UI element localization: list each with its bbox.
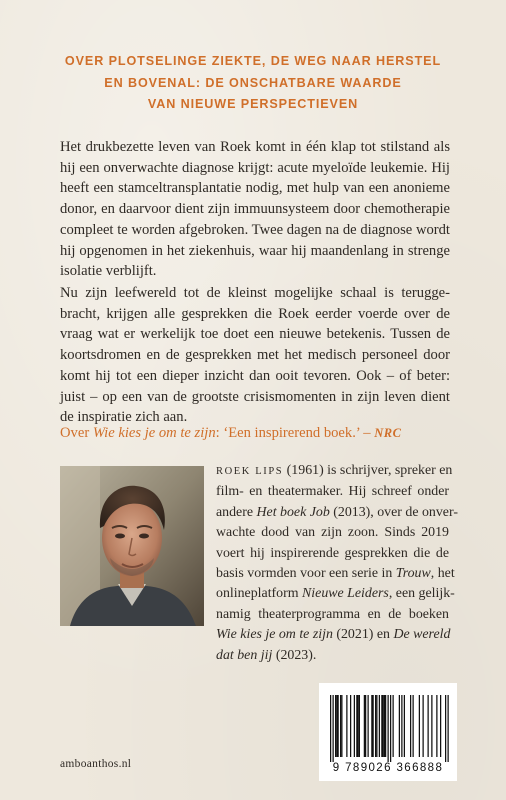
text-line: vraag wat er werkelijk toe doet een nieuwe betekenis. Tussen de xyxy=(60,326,450,343)
barcode-bar xyxy=(419,695,420,757)
barcode-bar xyxy=(381,695,382,757)
quote-source: NRC xyxy=(374,426,402,440)
barcode-bar xyxy=(356,695,357,757)
barcode-bar xyxy=(445,695,446,762)
author-name: ROEK LIPS xyxy=(216,466,284,477)
barcode-bar xyxy=(431,695,432,757)
barcode-bar xyxy=(358,695,359,757)
book-title: Het boek Job xyxy=(256,504,330,520)
barcode-bar xyxy=(388,695,389,762)
barcode-bar xyxy=(383,695,384,757)
barcode-bar xyxy=(436,695,437,757)
text-segment: onlineplatform xyxy=(216,586,303,602)
text-segment: (2021) en xyxy=(332,627,394,643)
text-line: bracht, krijgen alle gesprekken die Roek eerder voerde over de xyxy=(60,305,450,322)
book-title: De wereld xyxy=(393,627,451,643)
barcode-bar xyxy=(354,695,355,757)
text-line xyxy=(216,584,455,604)
barcode-bar xyxy=(350,695,351,757)
barcode-bar xyxy=(390,695,391,762)
text-segment: (2023). xyxy=(272,647,317,663)
text-segment: basis vormden voor een serie in xyxy=(216,566,396,582)
barcode-bar xyxy=(338,695,339,757)
barcode-bar xyxy=(333,695,334,762)
barcode-bar xyxy=(336,695,337,757)
text-line: namig theaterprogramma en de boeken xyxy=(216,606,449,622)
barcode-bar xyxy=(385,695,386,757)
barcode-bar xyxy=(448,695,449,762)
text-line: film- en theatermaker. Hij schreef onder xyxy=(216,484,449,500)
barcode-bar xyxy=(393,695,394,757)
barcode-bar xyxy=(375,695,376,757)
barcode-bar xyxy=(440,695,441,757)
barcode-bar xyxy=(410,695,411,757)
text-line: voert hij inspirerende gesprekken die de xyxy=(216,545,449,561)
barcode-bar xyxy=(428,695,429,757)
barcode-bar xyxy=(401,695,402,757)
barcode-bar xyxy=(368,695,369,757)
barcode-bar xyxy=(413,695,414,757)
text-line: donor, en daarvoor dient zijn immuunsysteem door chemotherapie xyxy=(60,201,450,218)
barcode-bar xyxy=(335,695,336,757)
text-segment: , het xyxy=(430,566,455,582)
text-line: Het drukbezette leven van Roek komt in één klap tot stilstand als xyxy=(60,139,450,155)
barcode-bar xyxy=(373,695,374,757)
barcode-bar xyxy=(404,695,405,757)
text-line: de inspiratie zich aan. xyxy=(60,409,188,426)
text-line: compleet te worden afgebroken. Twee dagen na de diagnose wordt xyxy=(60,221,450,238)
quote-book-title: Wie kies je om te zijn xyxy=(92,425,216,441)
headline-line: EN BOVENAL: DE ONSCHATBARE WAARDE xyxy=(104,75,402,90)
barcode-bar xyxy=(376,695,377,757)
headline-line: VAN NIEUWE PERSPECTIEVEN xyxy=(147,97,359,111)
isbn-barcode xyxy=(319,683,457,781)
author-photo xyxy=(60,466,204,626)
text-segment: , een gelijk- xyxy=(388,586,455,602)
text-line xyxy=(216,646,449,666)
text-line xyxy=(216,625,449,645)
text-line: wachte dood van zijn zoon. Sinds 2019 xyxy=(216,525,449,541)
barcode-bar xyxy=(341,695,342,757)
book-title: Wie kies je om te zijn xyxy=(216,627,333,643)
barcode-bar xyxy=(340,695,341,757)
text-segment: (2013), over de onver- xyxy=(329,504,458,520)
text-line xyxy=(216,461,453,482)
text-line: komt hij tot een dieper inzicht dan ooit tevoren. Ook – of beter: xyxy=(60,367,450,384)
barcode-bars xyxy=(319,683,457,763)
headline-line: OVER PLOTSELINGE ZIEKTE, DE WEG NAAR HERSTEL xyxy=(64,54,442,68)
isbn-number: 9 789026 366888 xyxy=(332,762,444,774)
text-line: Nu zijn leefwereld tot de kleinst mogelijke schaal is terugge- xyxy=(60,285,450,301)
text-line: hij een onverwachte diagnose krijgt: acute myeloïde leukemie. Hij xyxy=(60,159,450,176)
barcode-bar xyxy=(346,695,347,757)
text-line xyxy=(216,564,455,584)
barcode-bar xyxy=(371,695,372,757)
text-line: heeft een stamceltransplantatie nodig, met hulp van een anonieme xyxy=(60,180,450,197)
platform-title: Nieuwe Leiders xyxy=(302,586,389,602)
barcode-bar xyxy=(384,695,385,757)
barcode-bar xyxy=(399,695,400,757)
text-line: isolatie verblijft. xyxy=(60,263,157,280)
headline xyxy=(30,51,476,116)
text-segment: (1961) is schrijver, spreker en xyxy=(283,463,453,478)
barcode-bar xyxy=(379,695,380,757)
author-bio xyxy=(216,461,458,666)
quote-text: : ‘Een inspirerend boek.’ – xyxy=(215,425,375,441)
publication-title: Trouw xyxy=(395,566,431,582)
press-quote xyxy=(60,425,401,442)
text-line: hij opgenomen in het ziekenhuis, waar hij maandenlang in strenge xyxy=(60,242,450,259)
synopsis-paragraph-2 xyxy=(60,283,450,428)
text-line xyxy=(216,503,458,523)
barcode-bar xyxy=(359,695,360,757)
text-line: juist – op een van de grootste crisismomenten in zijn leven dient xyxy=(60,388,450,405)
text-line: koortsdromen en de gesprekken met het medisch personeel door xyxy=(60,347,450,364)
text-segment: andere xyxy=(216,504,257,520)
barcode-bar xyxy=(330,695,331,762)
barcode-bar xyxy=(364,695,365,757)
barcode-bar xyxy=(423,695,424,757)
synopsis-paragraph-1 xyxy=(60,137,450,282)
publisher-url: amboanthos.nl xyxy=(60,758,132,770)
book-title: dat ben jij xyxy=(216,647,273,663)
quote-prefix: Over xyxy=(60,425,93,441)
barcode-bar xyxy=(365,695,366,757)
